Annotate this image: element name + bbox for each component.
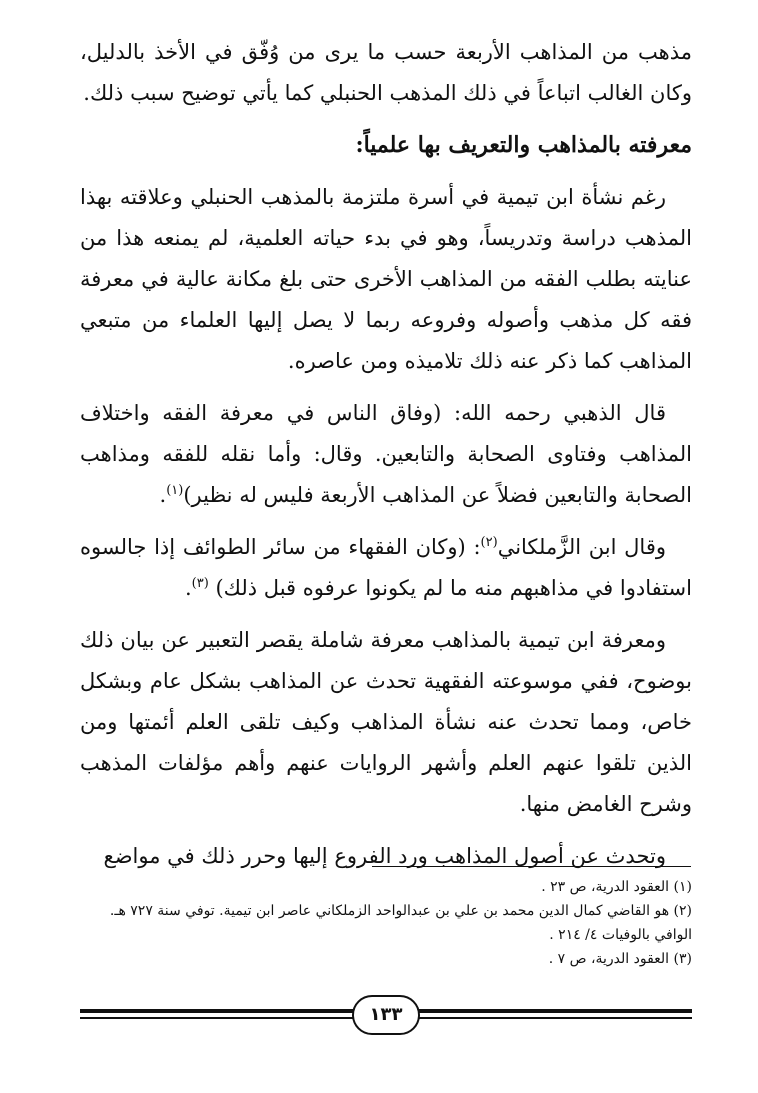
paragraph-knowledge: ومعرفة ابن تيمية بالمذاهب معرفة شاملة يقصر التعبير عن بيان ذلك بوضوح، ففي موسوعته الفقهية تحدث عن المذاهب بشكل عام وبشكل خاص، ومما تحدث عنه نشأة المذاهب وكيف تلقى العلم أئمتها ومن الذين تلقوا عنهم العلم وأشهر الروايات عنهم وأهم مؤلفات المذهب وشرح الغامض منها.: [80, 628, 692, 816]
footnote-3: (٣) العقود الدرية، ص ٧ .: [548, 951, 692, 967]
footnotes: [80, 875, 692, 971]
paragraph-zamlakani-quote: [80, 527, 692, 609]
footnote-2: (٢) هو القاضي كمال الدين محمد بن علي بن عبدالواحد الزملكاني عاصر ابن تيمية. توفي سنة ٧٢٧ هـ.: [109, 903, 692, 919]
footnote-ref-1[interactable]: (١): [166, 483, 184, 498]
paragraph-principles: وتحدث عن أصول المذاهب ورد الفروع إليها وحرر ذلك في مواضع: [103, 844, 666, 868]
page-footer: [80, 995, 692, 1035]
zamlakani-intro: وقال ابن الزَّملكاني: [497, 535, 667, 559]
section-heading: معرفته بالمذاهب والتعريف بها علمياً:: [355, 132, 692, 158]
footnote-ref-3[interactable]: (٣): [191, 576, 209, 591]
footnote-divider: [372, 866, 691, 867]
footnote-1: (١) العقود الدرية، ص ٢٣ .: [541, 879, 692, 895]
page-number: ١٣٣: [352, 995, 420, 1035]
dhahabi-quote-end: .: [159, 483, 167, 507]
paragraph-upbringing: رغم نشأة ابن تيمية في أسرة ملتزمة بالمذهب الحنبلي وعلاقته بهذا المذهب دراسة وتدريساً، وهو في بدء حياته العلمية، لم يمنعه هذا من عنايته بطلب الفقه من المذاهب الأخرى حتى بلغ مكانة عالية في معرفة فقه كل مذهب وأصوله وفروعه ربما لا يصل إليها العلماء من متبعي المذاهب كما ذكر عنه ذلك تلاميذه ومن عاصره.: [80, 185, 692, 373]
paragraph-dhahabi-quote: [80, 393, 692, 516]
paragraph-intro: مذهب من المذاهب الأربعة حسب ما يرى من وُفّق في الأخذ بالدليل، وكان الغالب اتباعاً في ذلك المذهب الحنبلي كما يأتي توضيح سبب ذلك.: [80, 40, 692, 105]
zamlakani-quote-end: .: [184, 576, 192, 600]
footnote-2-continued: الوافي بالوفيات ٤/ ٢١٤ .: [549, 927, 692, 943]
footnote-ref-2[interactable]: (٢): [480, 535, 498, 550]
zamlakani-quote-text: : (وكان الفقهاء من سائر الطوائف إذا جالسوه استفادوا في مذاهبهم منه ما لم يكونوا عرفوه قبل ذلك): [80, 535, 692, 600]
dhahabi-quote-text: قال الذهبي رحمه الله: (وفاق الناس في معرفة الفقه واختلاف المذاهب وفتاوى الصحابة والتابعين. وقال: وأما نقله للفقه ومذاهب الصحابة والتابعين فضلاً عن المذاهب الأربعة فليس له نظير): [80, 401, 692, 507]
page-body: [80, 32, 692, 888]
